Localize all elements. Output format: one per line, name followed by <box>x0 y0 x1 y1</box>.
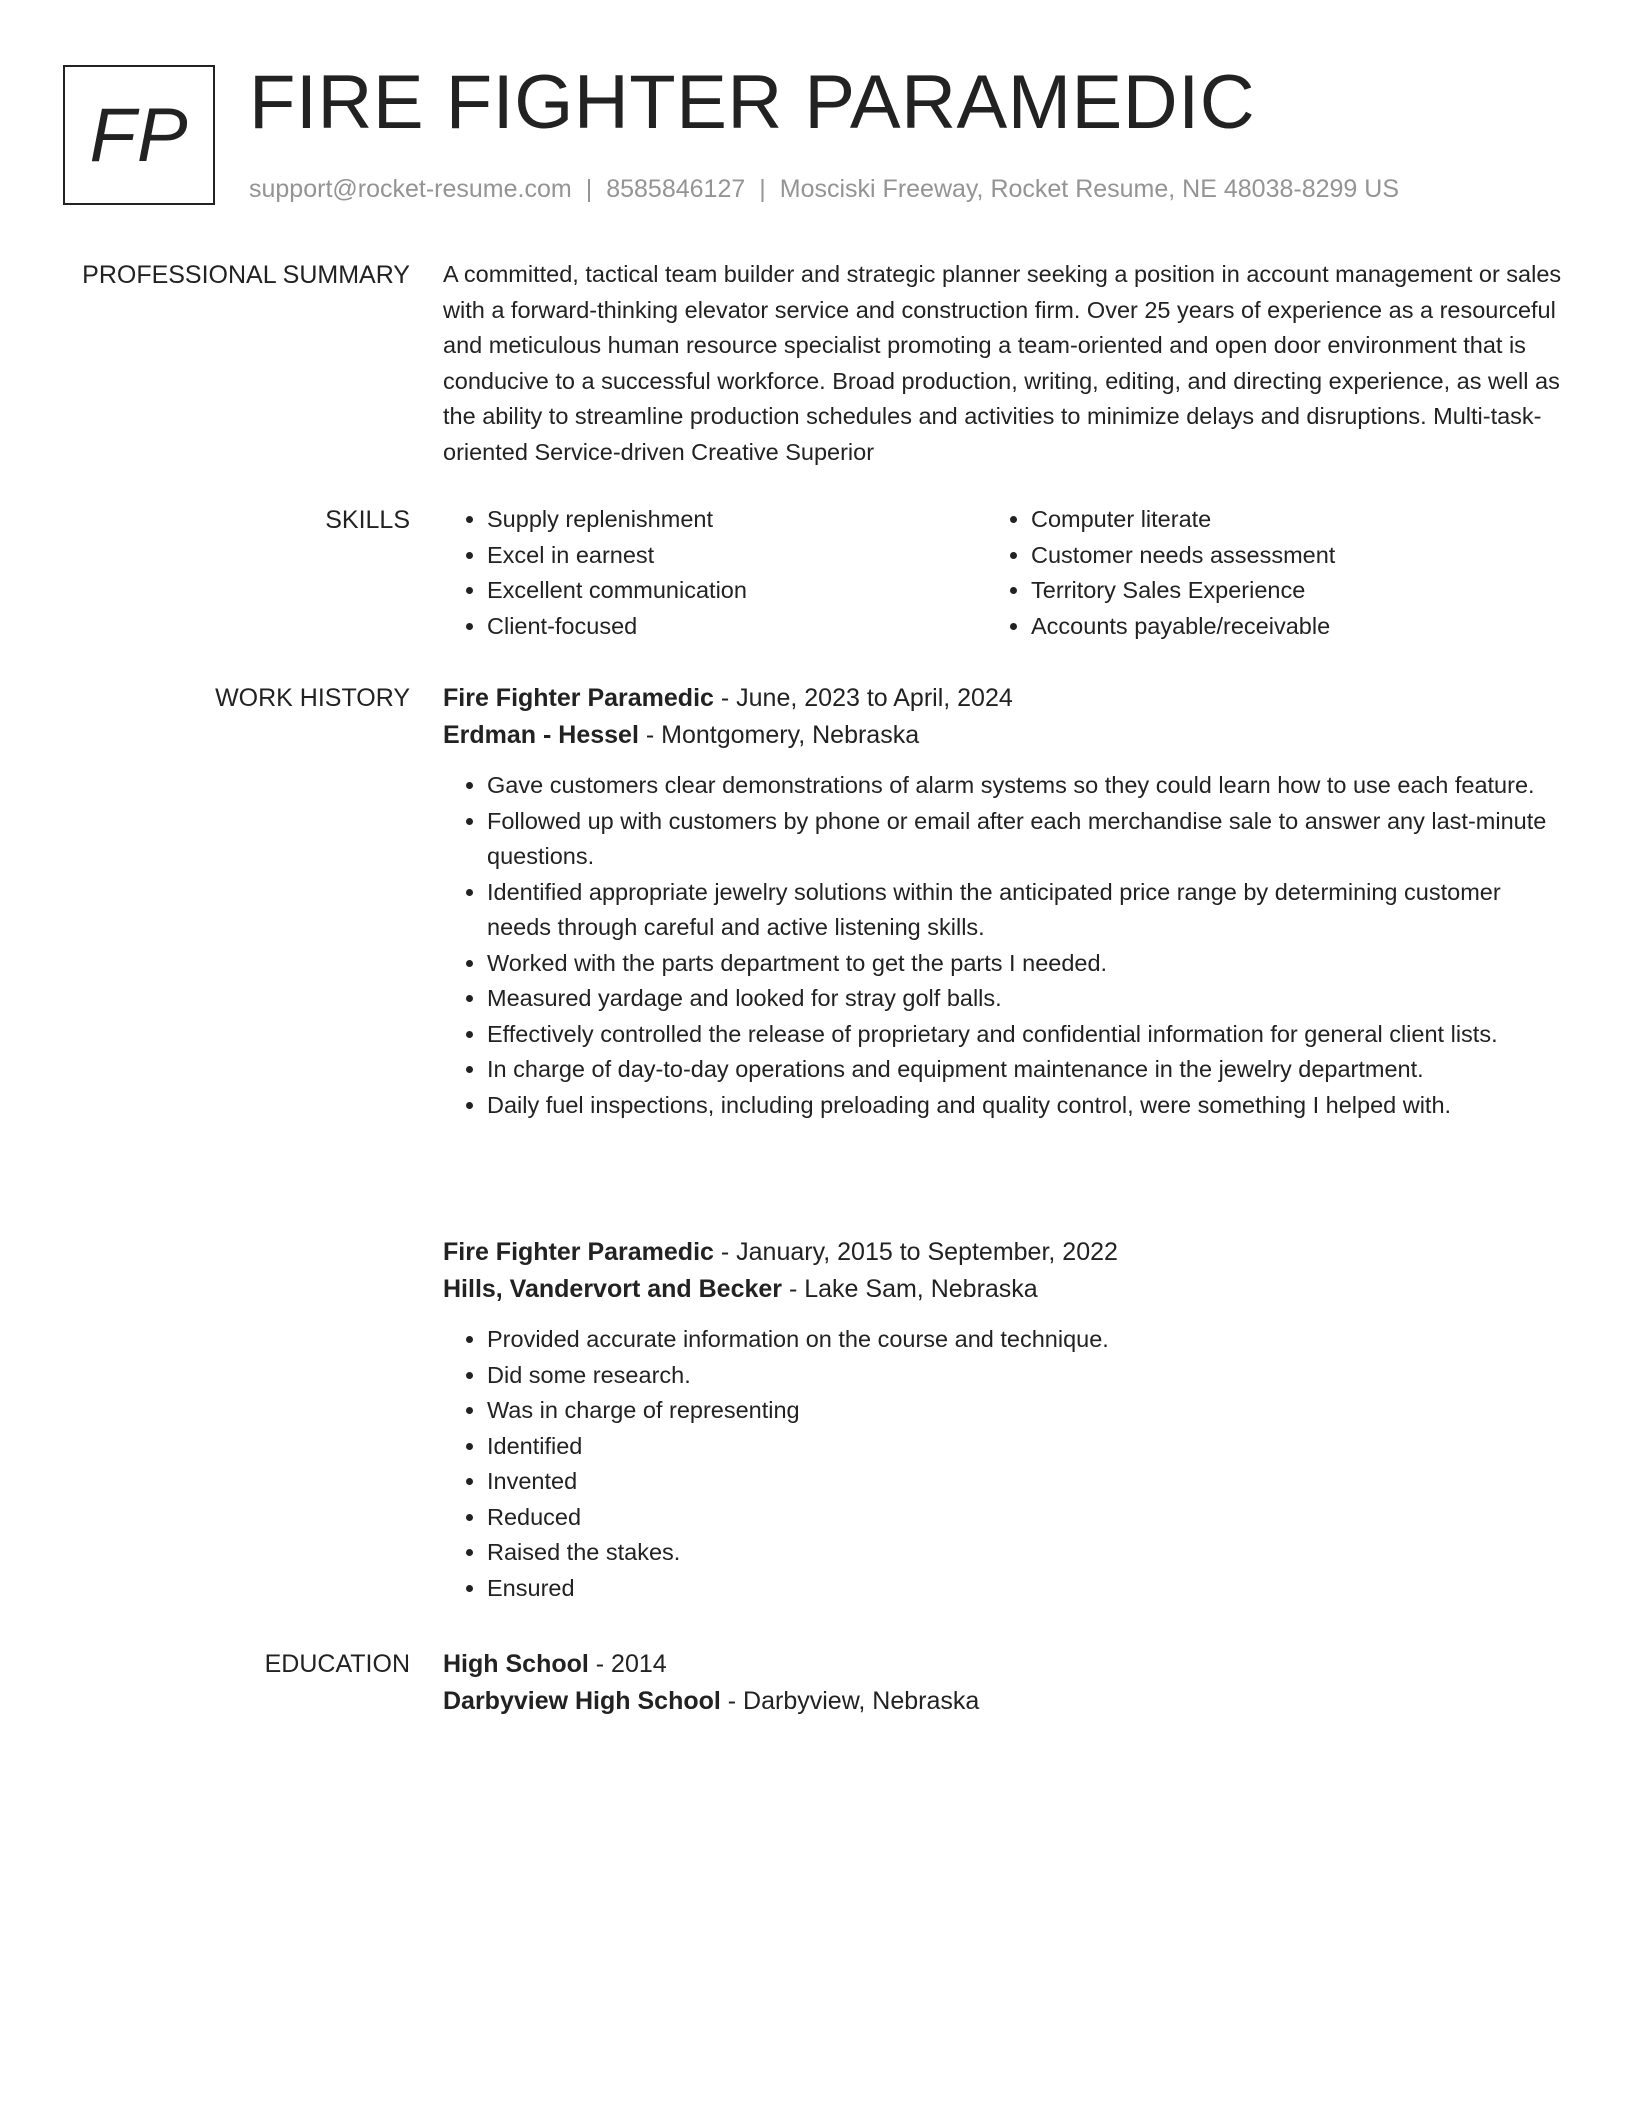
job-entry-1 <box>443 680 1563 1123</box>
education-school-line <box>443 1683 1563 1720</box>
job-bullet: • Invented <box>487 1464 1563 1500</box>
contact-email[interactable]: support@rocket-resume.com <box>249 175 572 203</box>
job-bullet: • Provided accurate information on the course and technique. <box>487 1322 1563 1358</box>
skill-item: • Supply replenishment <box>487 502 987 538</box>
job-bullet: • Ensured <box>487 1571 1563 1607</box>
job-bullet: • Raised the stakes. <box>487 1535 1563 1571</box>
skills-list-right <box>987 502 1531 644</box>
job-location: - Montgomery, Nebraska <box>638 721 920 749</box>
skill-item: • Customer needs assessment <box>1031 538 1531 574</box>
section-label-education: EDUCATION <box>264 1650 410 1678</box>
job-employer-line <box>443 1271 1563 1308</box>
job-bullet: • Was in charge of representing <box>487 1393 1563 1429</box>
job-bullet: • Identified <box>487 1429 1563 1465</box>
skill-item: • Excel in earnest <box>487 538 987 574</box>
job-dates: - January, 2015 to September, 2022 <box>713 1238 1118 1266</box>
section-label-work-history: WORK HISTORY <box>215 684 410 712</box>
job-dates: - June, 2023 to April, 2024 <box>713 684 1013 712</box>
job-bullet: • Followed up with customers by phone or email after each merchandise sale to answer any last-minute questions. <box>487 804 1563 875</box>
job-bullet: • Gave customers clear demonstrations of alarm systems so they could learn how to use each feature. <box>487 768 1563 804</box>
contact-separator: | <box>759 175 766 203</box>
resume-name: FIRE FIGHTER PARAMEDIC <box>249 60 1256 145</box>
job-employer: Erdman - Hessel <box>443 721 639 749</box>
job-title-line <box>443 680 1563 717</box>
job-location: - Lake Sam, Nebraska <box>782 1275 1038 1303</box>
education-entry <box>443 1646 1563 1720</box>
monogram-logo: FP <box>63 65 215 205</box>
education-degree: High School <box>443 1650 589 1678</box>
job-employer-line <box>443 717 1563 754</box>
job-bullet: • Effectively controlled the release of proprietary and confidential information for general client lists. <box>487 1017 1563 1053</box>
job-bullet: • Worked with the parts department to get the parts I needed. <box>487 946 1563 982</box>
job-entry-2 <box>443 1234 1563 1606</box>
contact-line <box>249 173 1399 205</box>
job-bullets <box>443 768 1563 1123</box>
summary-section <box>443 257 1563 470</box>
contact-separator: | <box>585 175 593 203</box>
skill-item: • Accounts payable/receivable <box>1031 609 1531 645</box>
education-location: - Darbyview, Nebraska <box>720 1687 980 1715</box>
job-title: Fire Fighter Paramedic <box>443 684 714 712</box>
skills-list-left <box>443 502 987 644</box>
summary-text: A committed, tactical team builder and strategic planner seeking a position in account management or sales with a forward-thinking elevator service and construction firm. Over 25 years of experience as a resourceful and meticulous human resource specialist promoting a team-oriented and open door environment that is conducive to a successful workforce. Broad production, writing, editing, and directing experience, as well as the ability to streamline production schedules and activities to minimize delays and disruptions. Multi-task-oriented Service-driven Creative Superior <box>443 261 1562 465</box>
skills-section <box>443 502 1563 644</box>
skills-columns <box>443 502 1563 644</box>
education-degree-line <box>443 1646 1563 1683</box>
job-bullet: • In charge of day-to-day operations and equipment maintenance in the jewelry department. <box>487 1052 1563 1088</box>
job-bullets <box>443 1322 1563 1606</box>
section-label-skills: SKILLS <box>325 506 410 534</box>
skill-item: • Territory Sales Experience <box>1031 573 1531 609</box>
job-bullet: • Measured yardage and looked for stray golf balls. <box>487 981 1563 1017</box>
job-bullet: • Reduced <box>487 1500 1563 1536</box>
contact-phone[interactable]: 8585846127 <box>606 175 746 203</box>
skill-item: • Computer literate <box>1031 502 1531 538</box>
job-title-line <box>443 1234 1563 1271</box>
education-school: Darbyview High School <box>443 1687 721 1715</box>
job-employer: Hills, Vandervort and Becker <box>443 1275 783 1303</box>
contact-address: Mosciski Freeway, Rocket Resume, NE 48038-8299 US <box>779 175 1399 203</box>
skill-item: • Client-focused <box>487 609 987 645</box>
section-label-summary: PROFESSIONAL SUMMARY <box>82 261 410 289</box>
skill-item: • Excellent communication <box>487 573 987 609</box>
education-year: - 2014 <box>588 1650 667 1678</box>
job-bullet: • Identified appropriate jewelry solutions within the anticipated price range by determining customer needs through careful and active listening skills. <box>487 875 1563 946</box>
job-title: Fire Fighter Paramedic <box>443 1238 714 1266</box>
job-bullet: • Daily fuel inspections, including preloading and quality control, were something I helped with. <box>487 1088 1563 1124</box>
job-bullet: • Did some research. <box>487 1358 1563 1394</box>
